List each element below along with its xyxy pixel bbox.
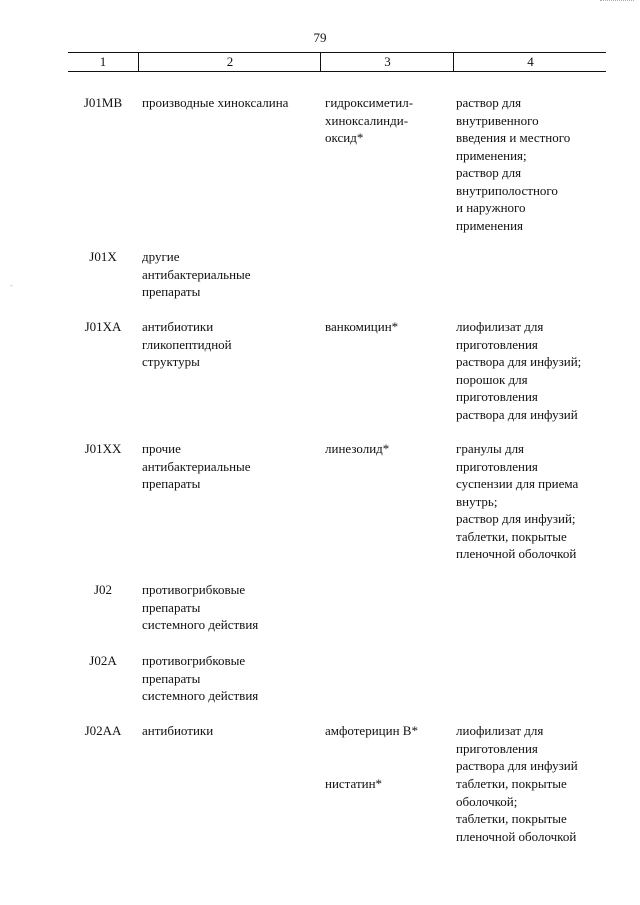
atc-code: J02AA: [84, 723, 122, 738]
atc-code: J01XX: [84, 441, 122, 456]
atc-code: J02A: [89, 653, 117, 668]
atc-code: J01X: [89, 249, 117, 264]
group-name: другие антибактериальные препараты: [142, 249, 251, 299]
dosage-form: лиофилизат для приготовления раствора для инфузий: [456, 723, 578, 773]
dosage-form: раствор для внутривенного введения и местного применения; раствор для внутриполостного и наружного применения: [456, 95, 571, 233]
drug-name: ванкомицин*: [325, 319, 399, 334]
group-name: прочие антибактериальные препараты: [142, 441, 251, 491]
dosage-form: лиофилизат для приготовления раствора для инфузий; порошок для приготовления раствора для инфузий: [456, 319, 582, 422]
dosage-form: гранулы для приготовления суспензии для приема внутрь; раствор для инфузий; таблетки, покрытые пленочной оболочкой: [456, 441, 579, 561]
table-header: [68, 52, 606, 72]
group-name: антибиотики гликопептидной структуры: [142, 319, 232, 369]
header-col-3: 3: [320, 53, 454, 71]
group-name: антибиотики: [142, 723, 214, 738]
header-col-4: 4: [453, 53, 607, 71]
group-name: противогрибковые препараты системного действия: [142, 653, 259, 703]
atc-code: J01XA: [84, 319, 122, 334]
drug-name: нистатин*: [325, 776, 383, 791]
drug-name: амфотерицин В*: [325, 723, 418, 738]
group-name: противогрибковые препараты системного действия: [142, 582, 259, 632]
atc-code: J02: [93, 582, 113, 597]
dosage-form: таблетки, покрытые оболочкой; таблетки, покрытые пленочной оболочкой: [456, 776, 577, 844]
group-name: производные хиноксалина: [142, 95, 289, 110]
header-col-2: 2: [138, 53, 321, 71]
margin-mark: -: [10, 280, 13, 290]
page-number: 79: [313, 30, 327, 45]
drug-name: гидроксиметил- хиноксалинди- оксид*: [325, 95, 414, 145]
scan-corner-mark: [600, 0, 634, 3]
drug-name: линезолид*: [325, 441, 390, 456]
atc-code: J01MB: [83, 95, 123, 110]
header-col-1: 1: [99, 54, 107, 69]
